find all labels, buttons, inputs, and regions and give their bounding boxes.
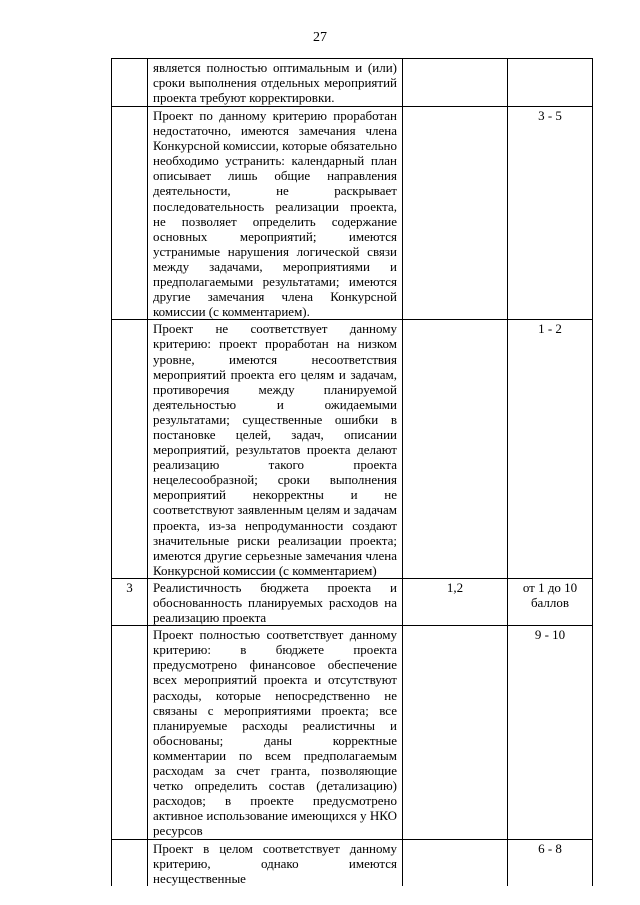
criterion-number-cell <box>112 839 148 886</box>
criterion-description-cell: Реалистичность бюджета проекта и обоснованность планируемых расходов на реализацию проекта <box>148 578 403 625</box>
criterion-number-cell <box>112 107 148 320</box>
criterion-number-cell <box>112 59 148 107</box>
table-row <box>112 320 593 579</box>
table-row <box>112 626 593 839</box>
weight-coefficient-cell <box>403 107 508 320</box>
evaluation-criteria-table <box>111 58 593 886</box>
criterion-number-cell: 3 <box>112 578 148 625</box>
score-range-cell <box>508 59 593 107</box>
criterion-number-cell <box>112 626 148 839</box>
criterion-description-cell: Проект по данному критерию проработан недостаточно, имеются замечания члена Конкурсной комиссии, которые обязательно необходимо устранить: календарный план описывает лишь общие направления деятельности, не раскрывает последовательность реализации проекта, не позволяет определить содержание основных мероприятий; имеются устранимые нарушения логической связи между задачами, мероприятиями и предполагаемыми результатами; имеются другие замечания члена Конкурсной комиссии (с комментарием). <box>148 107 403 320</box>
score-range-cell: 9 - 10 <box>508 626 593 839</box>
table-row <box>112 107 593 320</box>
table-row <box>112 578 593 625</box>
weight-coefficient-cell <box>403 839 508 886</box>
score-range-cell: 1 - 2 <box>508 320 593 579</box>
score-range-cell: 6 - 8 <box>508 839 593 886</box>
weight-coefficient-cell <box>403 59 508 107</box>
weight-coefficient-cell <box>403 320 508 579</box>
weight-coefficient-cell <box>403 626 508 839</box>
criterion-description-cell: является полностью оптимальным и (или) сроки выполнения отдельных мероприятий проекта требуют корректировки. <box>148 59 403 107</box>
table-row <box>112 59 593 107</box>
criterion-description-cell: Проект полностью соответствует данному критерию: в бюджете проекта предусмотрено финансовое обеспечение всех мероприятий проекта и отсутствуют расходы, которые непосредственно не связаны с мероприятиями проекта; все планируемые расходы реалистичны и обоснованы; даны корректные комментарии по всем предполагаемым расходам за счет гранта, позволяющие четко определить состав (детализацию) расходов; в проекте предусмотрено активное использование имеющихся у НКО ресурсов <box>148 626 403 839</box>
criterion-description-cell: Проект не соответствует данному критерию: проект проработан на низком уровне, имеются несоответствия мероприятий проекта его целям и задачам, противоречия между планируемой деятельностью и ожидаемыми результатами; существенные ошибки в постановке целей, задач, описании мероприятий, результатов проекта делают реализацию такого проекта нецелесообразной; сроки выполнения мероприятий некорректны и не соответствуют заявленным целям и задачам проекта, из-за непродуманности создают значительные риски реализации проекта; имеются другие серьезные замечания члена Конкурсной комиссии (с комментарием) <box>148 320 403 579</box>
score-range-cell: 3 - 5 <box>508 107 593 320</box>
criterion-description-cell: Проект в целом соответствует данному критерию, однако имеются несущественные <box>148 839 403 886</box>
score-range-cell: от 1 до 10 баллов <box>508 578 593 625</box>
page-number: 27 <box>313 30 327 45</box>
table-row <box>112 839 593 886</box>
weight-coefficient-cell: 1,2 <box>403 578 508 625</box>
criterion-number-cell <box>112 320 148 579</box>
